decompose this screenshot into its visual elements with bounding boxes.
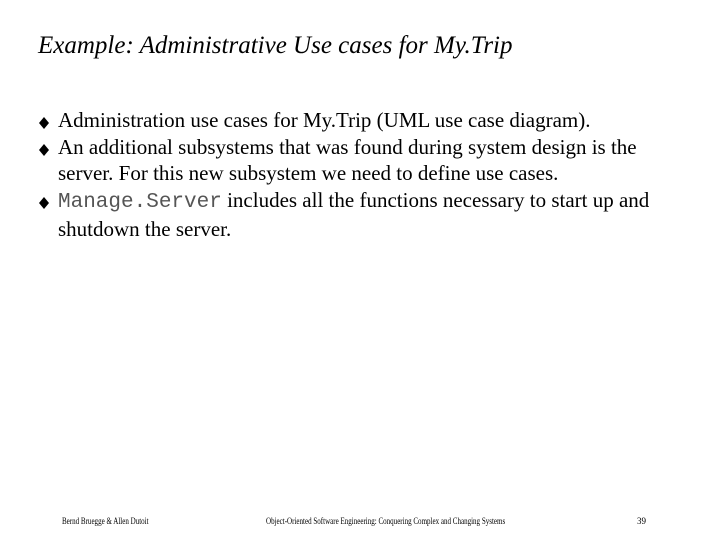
slide-title: Example: Administrative Use cases for My.Trip: [38, 32, 513, 59]
diamond-bullet-icon: [39, 117, 49, 129]
diamond-bullet-icon: [39, 197, 49, 209]
bullet-text: includes all the functions necessary to start up and shutdown the server.: [58, 187, 650, 241]
code-manage-server: Manage.Server: [58, 190, 222, 214]
bullet-item: [36, 107, 676, 134]
bullet-item: [36, 134, 676, 187]
footer-authors: Bernd Bruegge & Allen Dutoit: [62, 516, 149, 526]
bullet-list: [36, 107, 676, 243]
diamond-bullet-icon: [39, 144, 49, 156]
bullet-text: Administration use cases for My.Trip (UML use case diagram).: [58, 108, 591, 132]
footer-page-number: 39: [637, 516, 646, 526]
footer-book-title: Object-Oriented Software Engineering: Conquering Complex and Changing Systems: [266, 516, 506, 526]
bullet-text: An additional subsystems that was found during system design is the server. For this new subsystem we need to define use cases.: [58, 134, 637, 185]
bullet-item: [36, 187, 676, 243]
